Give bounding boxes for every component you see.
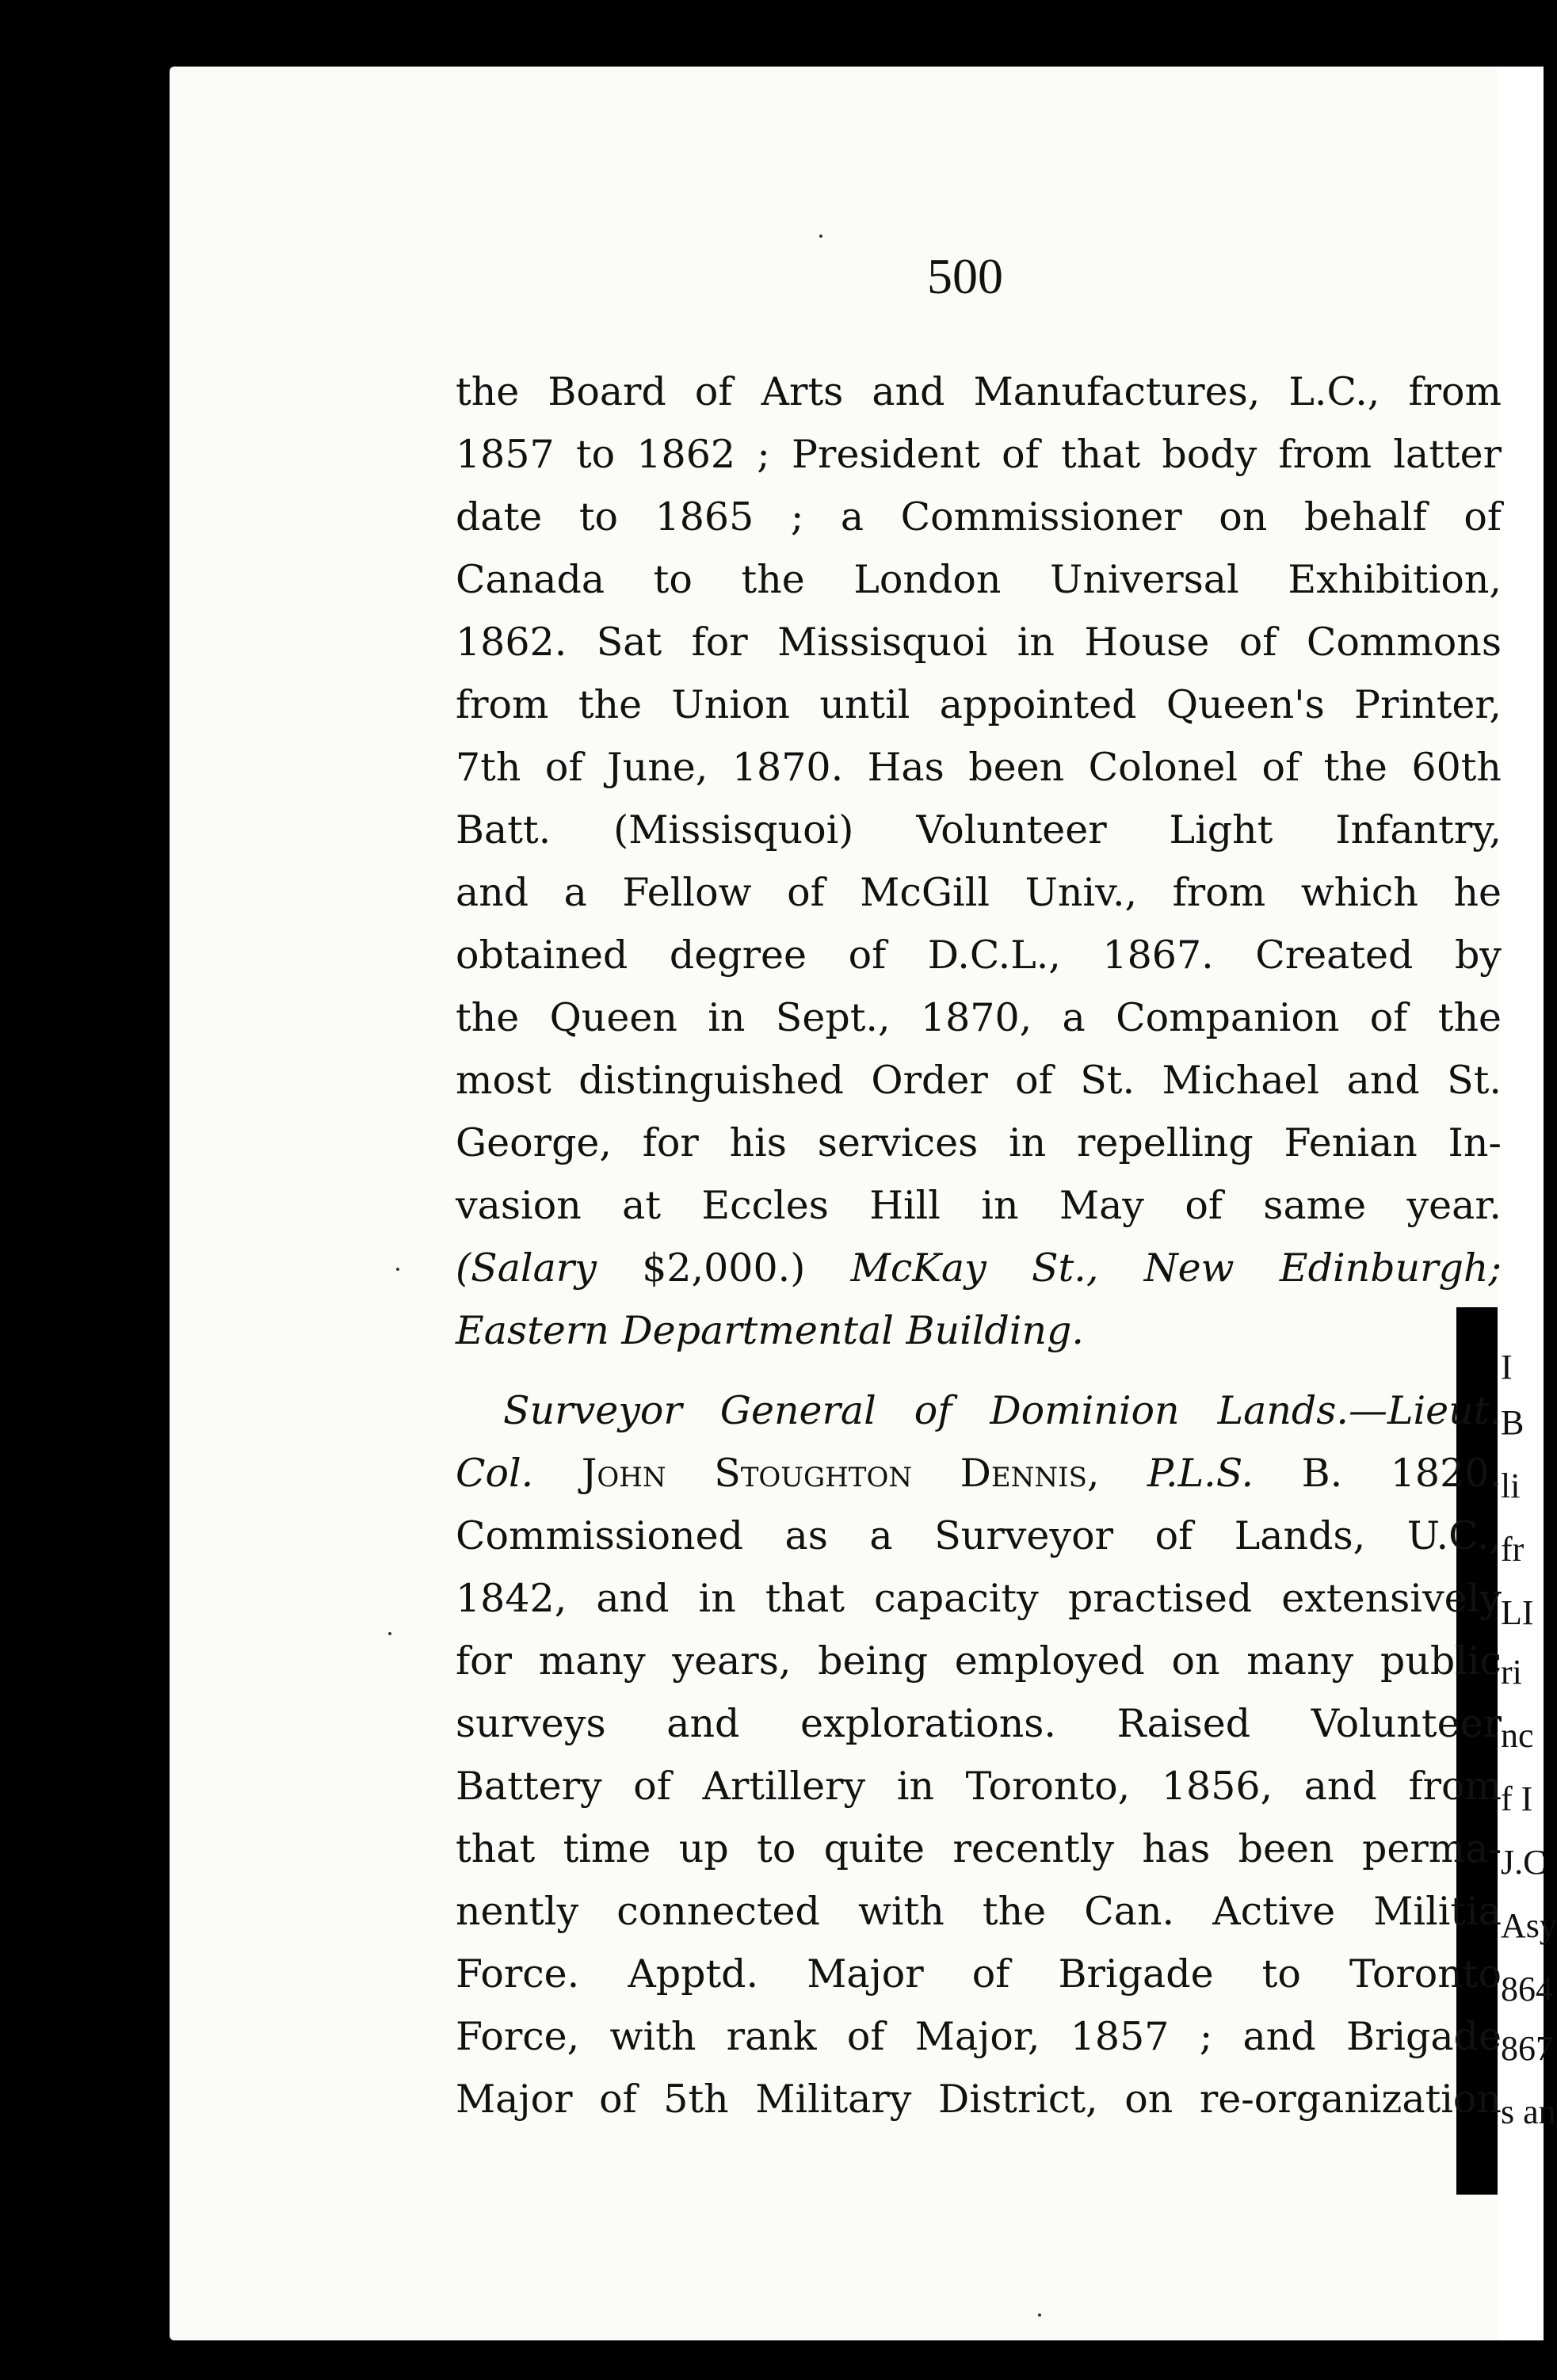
salary-open: ( <box>456 1245 471 1291</box>
text-line: most distinguished Order of St. Michael and St. <box>456 1058 1502 1103</box>
text-line: obtained degree of D.C.L., 1867. Created by <box>456 933 1502 978</box>
adjacent-page-fragment: J.C <box>1501 1843 1547 1882</box>
text-line: 1862. Sat for Missisquoi in House of Commons <box>456 620 1502 665</box>
credential: P.L.S. <box>1147 1451 1254 1496</box>
adjacent-page-fragment: B <box>1501 1403 1525 1442</box>
birth-year: B. 1820. <box>1301 1451 1502 1496</box>
text-line: date to 1865 ; a Commissioner on behalf of <box>456 494 1502 540</box>
text-line: the Queen in Sept., 1870, a Companion of the <box>456 995 1502 1040</box>
text-line: Major of 5th Military District, on re-organization <box>456 2077 1502 2122</box>
text-line: 1857 to 1862 ; President of that body from latter <box>456 432 1502 477</box>
print-speck <box>388 1632 391 1635</box>
person-name: John Stoughton Dennis, <box>581 1451 1100 1496</box>
adjacent-page-fragment: 864 <box>1501 1970 1553 2008</box>
page-number: 500 <box>927 248 1003 304</box>
text-line: for many years, being employed on many public <box>456 1638 1502 1684</box>
adjacent-page-fragment: ri <box>1501 1653 1522 1692</box>
text-line: vasion at Eccles Hill in May of same year. <box>456 1183 1502 1228</box>
adjacent-page-fragment: nc <box>1501 1716 1534 1755</box>
adjacent-page-fragment: s an <box>1501 2092 1556 2131</box>
adjacent-page-fragment: li <box>1501 1467 1521 1505</box>
text-line: Force. Apptd. Major of Brigade to Toronto <box>456 1951 1502 1997</box>
text-line: nently connected with the Can. Active Militia <box>456 1889 1502 1934</box>
main-text-column <box>456 360 1502 2130</box>
text-line: Canada to the London Universal Exhibition, <box>456 557 1502 602</box>
salary-address-line <box>456 1237 1502 1299</box>
print-speck <box>396 1268 399 1271</box>
adjacent-page-fragment: I <box>1501 1348 1513 1386</box>
text-line: Force, with rank of Major, 1857 ; and Brigade <box>456 2014 1502 2059</box>
adjacent-page-fragment: LI <box>1501 1593 1534 1632</box>
text-line: that time up to quite recently has been perma- <box>456 1826 1502 1871</box>
salary-label: Salary <box>471 1245 597 1291</box>
text-line: from the Union until appointed Queen's Printer, <box>456 682 1502 727</box>
text-line: Battery of Artillery in Toronto, 1856, and from <box>456 1764 1502 1809</box>
name-line <box>456 1442 1502 1505</box>
section-heading: Surveyor General of Dominion Lands.—Lieut. <box>503 1388 1502 1433</box>
text-line: Commissioned as a Surveyor of Lands, U.C., <box>456 1513 1502 1558</box>
text-line: surveys and explorations. Raised Volunteer <box>456 1701 1502 1746</box>
text-line: 7th of June, 1870. Has been Colonel of the 60th <box>456 745 1502 790</box>
print-speck <box>819 235 822 238</box>
adjacent-page-fragment: f I <box>1501 1779 1533 1818</box>
text-line: George, for his services in repelling Fenian In- <box>456 1120 1502 1165</box>
text-line: the Board of Arts and Manufactures, L.C., from <box>456 369 1502 414</box>
address-street: McKay St., New Edinburgh; <box>850 1245 1502 1291</box>
text-line: Batt. (Missisquoi) Volunteer Light Infantry, <box>456 807 1502 852</box>
print-speck <box>1038 2313 1041 2317</box>
adjacent-page-fragment: 867 <box>1501 2029 1553 2068</box>
adjacent-page-fragment: fr <box>1501 1530 1525 1569</box>
rank-abbrev: Col. <box>456 1451 534 1496</box>
address-building: Eastern Departmental Building. <box>456 1308 1084 1353</box>
text-line: 1842, and in that capacity practised extensively <box>456 1576 1502 1621</box>
adjacent-page-fragment: Asy <box>1501 1906 1557 1945</box>
salary-amount: $2,000.) <box>596 1245 851 1291</box>
text-line: and a Fellow of McGill Univ., from which he <box>456 870 1502 915</box>
